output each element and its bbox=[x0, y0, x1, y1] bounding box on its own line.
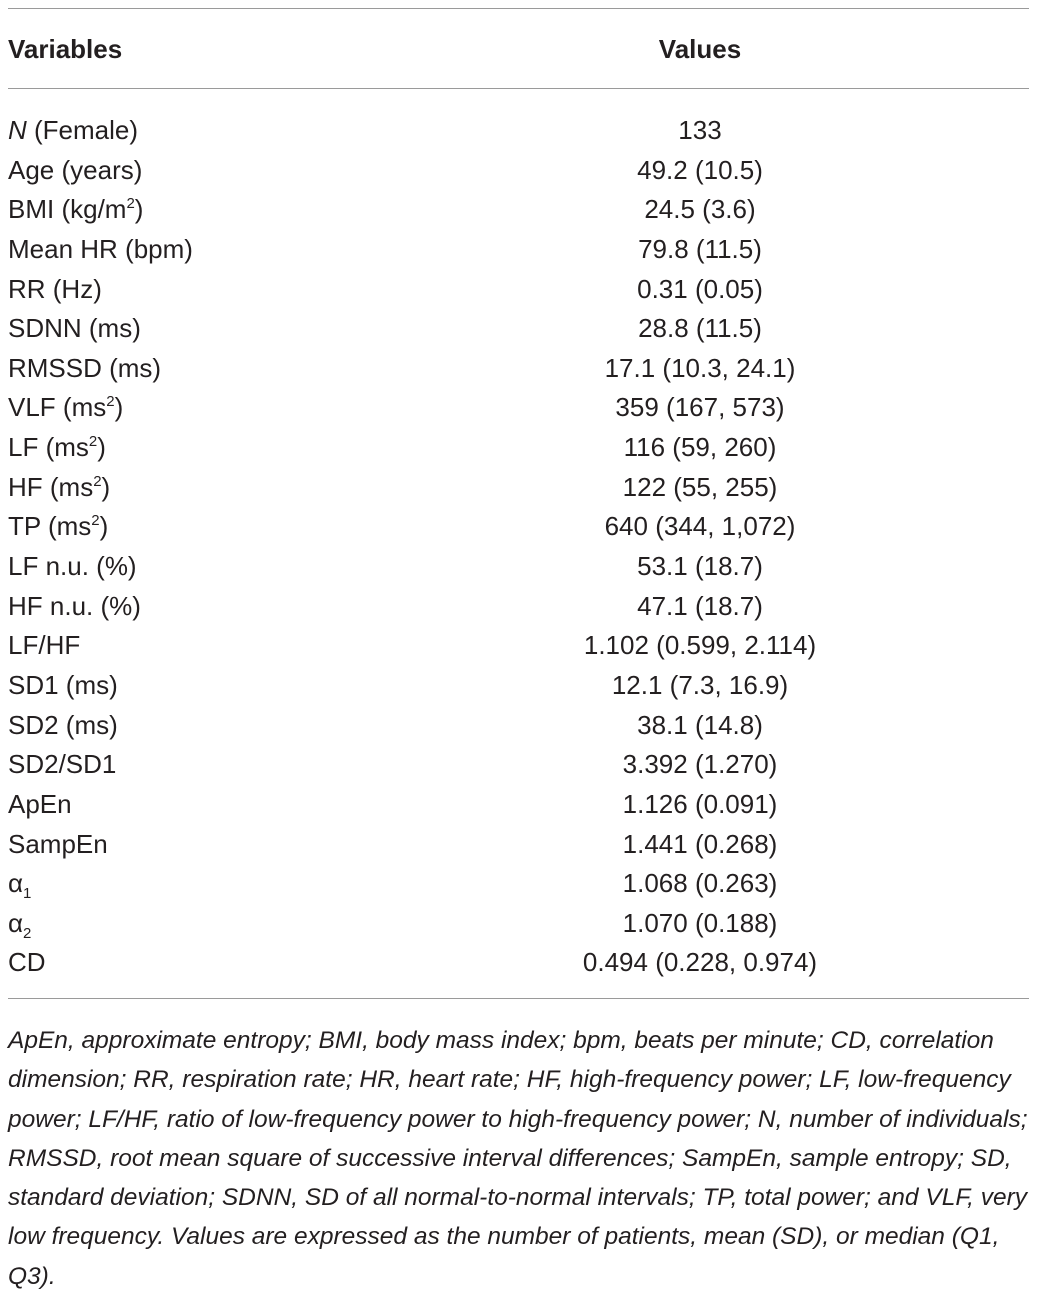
value-cell: 49.2 (10.5) bbox=[637, 154, 763, 185]
variable-main-text: SD2 (ms) bbox=[8, 709, 118, 740]
value-cell: 12.1 (7.3, 16.9) bbox=[611, 669, 789, 700]
variable-cell bbox=[8, 706, 118, 746]
value-cell: 1.441 (0.268) bbox=[622, 828, 778, 859]
value-cell: 3.392 (1.270) bbox=[622, 749, 778, 780]
table-bottom-rule bbox=[8, 998, 1029, 999]
value-cell: 122 (55, 255) bbox=[622, 471, 778, 502]
value-cell: 0.494 (0.228, 0.974) bbox=[582, 947, 818, 978]
variable-cell bbox=[8, 825, 108, 865]
column-header-variables: Variables bbox=[8, 34, 123, 64]
variable-sup-text: 2 bbox=[91, 512, 100, 530]
variable-cell bbox=[8, 587, 141, 627]
value-cell: 79.8 (11.5) bbox=[638, 233, 762, 264]
variable-main-text: Mean HR (bpm) bbox=[8, 233, 193, 264]
variable-post-text: ) bbox=[101, 471, 111, 502]
table-row bbox=[0, 943, 1037, 983]
variable-main-text: LF n.u. (%) bbox=[8, 551, 137, 582]
variable-main-text: SD2/SD1 bbox=[8, 749, 117, 780]
variable-cell bbox=[8, 111, 138, 151]
variable-cell bbox=[8, 745, 116, 785]
table-body bbox=[0, 111, 1037, 983]
value-cell: 116 (59, 260) bbox=[623, 432, 777, 463]
variable-cell bbox=[8, 428, 106, 468]
value-cell: 17.1 (10.3, 24.1) bbox=[604, 352, 796, 383]
value-cell: 640 (344, 1,072) bbox=[604, 511, 796, 542]
variable-post-text: ) bbox=[99, 511, 109, 542]
variable-post-text: ) bbox=[134, 194, 144, 225]
variable-sup-text: 2 bbox=[126, 195, 135, 213]
header-rule bbox=[8, 88, 1029, 89]
table-row bbox=[0, 428, 1037, 468]
variable-sup-text: 2 bbox=[106, 393, 115, 411]
table-row bbox=[0, 547, 1037, 587]
variable-main-text: SD1 (ms) bbox=[8, 669, 118, 700]
variable-main-text: VLF (ms bbox=[8, 392, 107, 423]
variable-main-text: α bbox=[8, 907, 24, 938]
value-cell: 1.102 (0.599, 2.114) bbox=[583, 630, 817, 661]
table-row bbox=[0, 230, 1037, 270]
variable-main-text: RR (Hz) bbox=[8, 273, 102, 304]
variable-main-text: LF (ms bbox=[8, 432, 89, 463]
variable-sub-text: 2 bbox=[23, 924, 32, 942]
table-row bbox=[0, 626, 1037, 666]
table-row bbox=[0, 349, 1037, 389]
variable-cell bbox=[8, 626, 80, 666]
table-row bbox=[0, 468, 1037, 508]
table-row bbox=[0, 270, 1037, 310]
variable-sub-text: 1 bbox=[23, 885, 32, 903]
table-row bbox=[0, 111, 1037, 151]
table-row bbox=[0, 309, 1037, 349]
variable-cell bbox=[8, 468, 110, 508]
table-row bbox=[0, 745, 1037, 785]
variable-cell bbox=[8, 270, 102, 310]
variable-main-text: SDNN (ms) bbox=[8, 313, 141, 344]
value-cell: 1.126 (0.091) bbox=[622, 788, 778, 819]
table-row bbox=[0, 904, 1037, 944]
value-cell: 53.1 (18.7) bbox=[637, 551, 763, 582]
table-row bbox=[0, 825, 1037, 865]
variable-sup-text: 2 bbox=[88, 433, 98, 451]
variable-cell bbox=[8, 388, 123, 428]
variable-cell bbox=[8, 151, 142, 191]
variable-main-text: HF (ms bbox=[8, 471, 94, 502]
variable-main-text: LF/HF bbox=[8, 630, 81, 661]
variable-main-text: HF n.u. (%) bbox=[8, 590, 141, 621]
table-row bbox=[0, 864, 1037, 904]
value-cell: 0.31 (0.05) bbox=[637, 273, 763, 304]
table-row bbox=[0, 706, 1037, 746]
variable-main-text: α bbox=[8, 868, 24, 899]
table-row bbox=[0, 388, 1037, 428]
value-cell: 38.1 (14.8) bbox=[637, 709, 763, 740]
table-row bbox=[0, 190, 1037, 230]
variable-cell bbox=[8, 230, 193, 270]
variable-cell bbox=[8, 190, 143, 230]
column-header-values: Values bbox=[658, 34, 742, 64]
variable-cell bbox=[8, 785, 72, 825]
value-cell: 28.8 (11.5) bbox=[638, 313, 762, 344]
variable-cell bbox=[8, 666, 118, 706]
table-row bbox=[0, 507, 1037, 547]
variable-main-text: (Female) bbox=[26, 115, 139, 145]
variable-main-text: BMI (kg/m bbox=[8, 194, 127, 225]
table-row bbox=[0, 785, 1037, 825]
variable-cell bbox=[8, 507, 108, 547]
variable-post-text: ) bbox=[114, 392, 124, 423]
variable-main-text: SampEn bbox=[8, 828, 108, 859]
value-cell: 1.068 (0.263) bbox=[622, 868, 778, 899]
table-row bbox=[0, 666, 1037, 706]
variable-sup-text: 2 bbox=[93, 472, 102, 490]
variable-main-text: ApEn bbox=[8, 788, 72, 819]
value-cell: 24.5 (3.6) bbox=[644, 194, 756, 225]
variable-italic-text: N bbox=[8, 115, 27, 145]
variable-cell bbox=[8, 864, 31, 908]
variable-cell bbox=[8, 309, 141, 349]
value-cell: 359 (167, 573) bbox=[615, 392, 785, 423]
variable-main-text: RMSSD (ms) bbox=[8, 352, 162, 383]
table-row bbox=[0, 587, 1037, 627]
variable-cell bbox=[8, 349, 161, 389]
variable-main-text: CD bbox=[8, 947, 46, 978]
variable-cell bbox=[8, 943, 46, 983]
table-top-rule bbox=[8, 8, 1029, 9]
variable-post-text: ) bbox=[97, 432, 106, 463]
variable-cell bbox=[8, 547, 137, 587]
table-footnote: ApEn, approximate entropy; BMI, body mass index; bpm, beats per minute; CD, correlation dimension; RR, respiration rate; HR, heart rate; HF, high-frequency power; LF, low-frequency power; LF/HF, ratio of low-frequency power to high-frequency power; N, number of individuals; RMSSD, root mean square of successive interval differences; SampEn, sample entropy; SD, standard deviation; SDNN, SD of all normal-to-normal intervals; TP, total power; and VLF, very low frequency. Values are expressed as the number of patients, mean (SD), or median (Q1, Q3). bbox=[8, 1027, 1028, 1290]
table-row bbox=[0, 151, 1037, 191]
value-cell: 1.070 (0.188) bbox=[622, 907, 778, 938]
value-cell: 133 bbox=[678, 115, 722, 145]
variable-main-text: TP (ms bbox=[8, 511, 92, 542]
value-cell: 47.1 (18.7) bbox=[637, 590, 763, 621]
variable-main-text: Age (years) bbox=[8, 154, 143, 185]
variable-cell bbox=[8, 904, 31, 948]
